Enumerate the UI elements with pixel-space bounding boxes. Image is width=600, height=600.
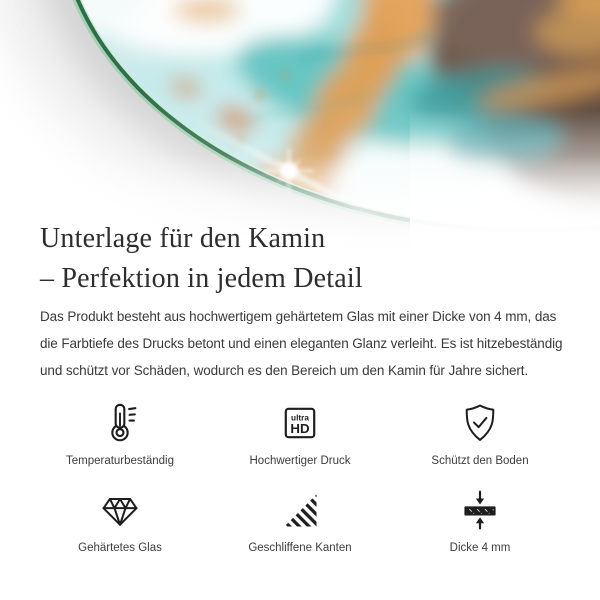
ultra-hd-icon <box>278 400 322 446</box>
page-title <box>40 219 363 299</box>
shield-check-icon <box>458 400 502 446</box>
page-title-line-1: Unterlage für den Kamin <box>40 223 326 254</box>
feature-temperature <box>30 400 210 467</box>
feature-label: Hochwertiger Druck <box>249 455 351 467</box>
feature-label: Schützt den Boden <box>431 455 529 467</box>
product-description: Das Produkt besteht aus hochwertigem gehärtetem Glas mit einer Dicke von 4 mm, das die Farbtiefe des Drucks betont und einen eleganten Glanz verleiht. Es ist hitzebeständig und schützt vor Schäden, wodurch es den Bereich um den Kamin für Jahre sichert. <box>40 309 563 378</box>
feature-thickness <box>390 487 570 554</box>
feature-label: Dicke 4 mm <box>449 542 511 554</box>
feature-polished-edges <box>210 487 390 554</box>
diamond-icon <box>98 487 142 533</box>
svg-text:ultra: ultra <box>291 413 309 423</box>
feature-label: Temperaturbeständig <box>65 455 175 467</box>
feature-grid <box>30 400 570 554</box>
feature-label: Geschliffene Kanten <box>248 542 352 554</box>
feature-label: Gehärtetes Glas <box>78 542 162 554</box>
page-title-line-2: – Perfektion in jedem Detail <box>40 263 363 294</box>
thickness-icon <box>458 487 502 533</box>
white-fade-right-overlay <box>410 110 600 265</box>
svg-text:HD: HD <box>290 421 310 437</box>
feature-print-quality <box>210 400 390 467</box>
thermometer-icon <box>97 400 143 446</box>
feature-tempered-glass <box>30 487 210 554</box>
feature-floor-protection <box>390 400 570 467</box>
polished-edges-icon <box>278 487 322 533</box>
